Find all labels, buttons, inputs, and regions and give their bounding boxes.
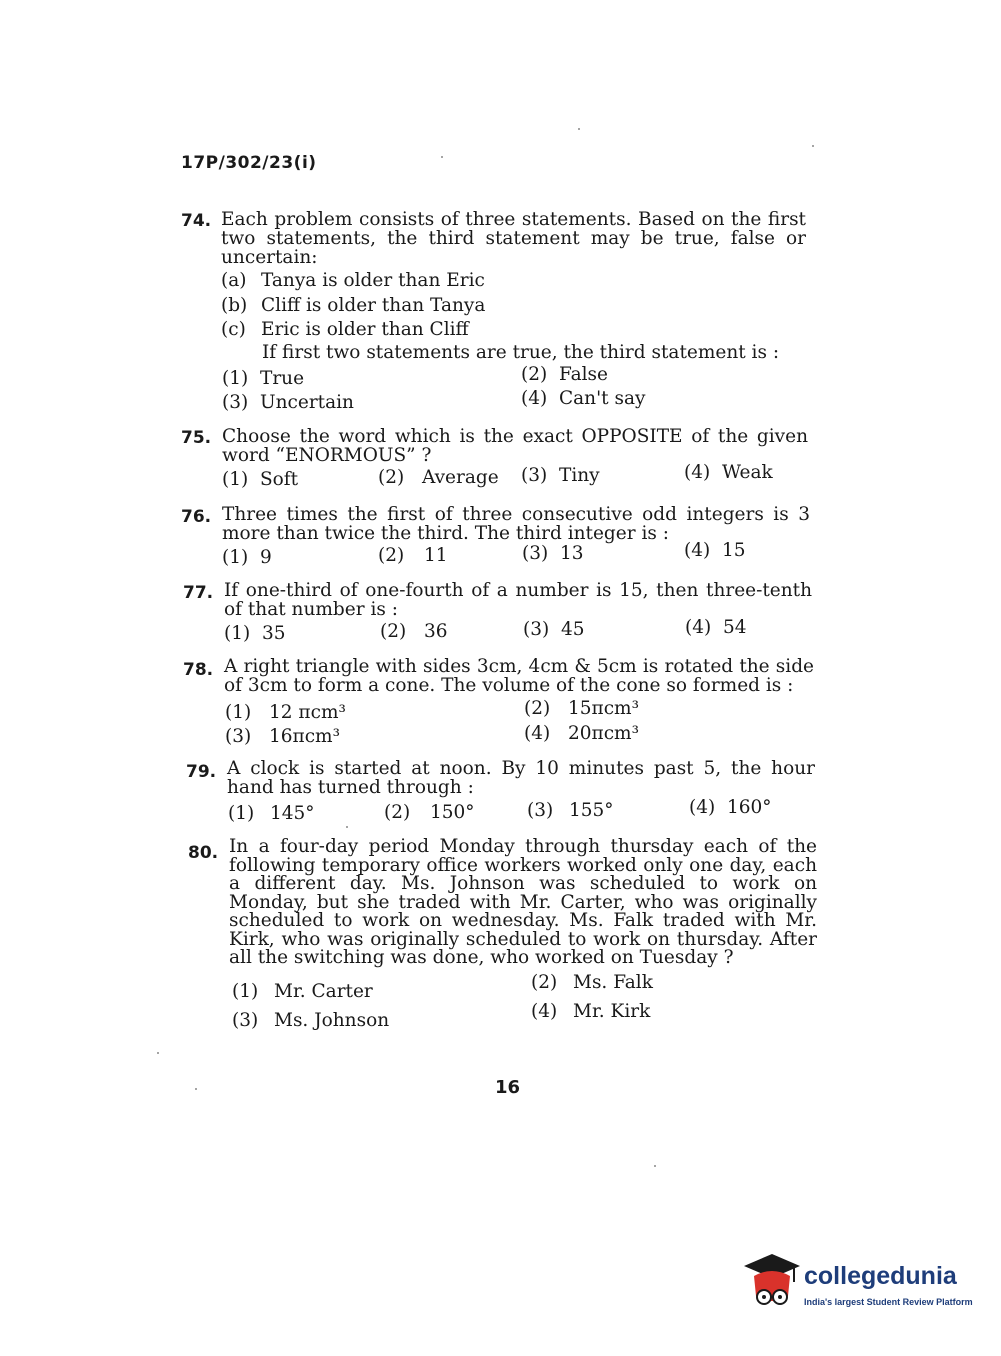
option-2: (2) 36 xyxy=(380,621,448,642)
option-2: (2) False xyxy=(521,364,608,385)
scan-speck xyxy=(578,128,580,130)
question-text: If one-third of one-fourth of a number is 15, then three-tenth of that number is : xyxy=(224,580,812,620)
question-number: 79. xyxy=(186,762,217,782)
statement-a: (a) Tanya is older than Eric xyxy=(221,270,485,291)
option-4: (4) 54 xyxy=(685,617,747,638)
question-text: A clock is started at noon. By 10 minutes past 5, the hour hand has turned through : xyxy=(227,758,815,798)
option-3: (3) 13 xyxy=(522,543,584,564)
scan-speck xyxy=(441,156,443,158)
option-3: (3) 16πcm³ xyxy=(225,726,341,747)
question-number: 77. xyxy=(183,583,214,603)
question-prompt: If first two statements are true, the third statement is : xyxy=(262,342,780,363)
option-2: (2) Average xyxy=(378,467,499,488)
question-text: Three times the first of three consecutive odd integers is 3 more than twice the third. The third integer is : xyxy=(222,504,810,544)
brand-name: collegedunia xyxy=(804,1262,957,1290)
option-2: (2) 150° xyxy=(384,802,475,823)
option-1: (1) 9 xyxy=(222,547,272,568)
option-4: (4) 15 xyxy=(684,540,746,561)
option-1: (1) True xyxy=(222,368,305,389)
statement-b: (b) Cliff is older than Tanya xyxy=(221,295,486,316)
brand-tagline: India's largest Student Review Platform xyxy=(804,1297,973,1307)
scan-speck xyxy=(195,1088,197,1090)
option-1: (1) 35 xyxy=(224,623,286,644)
scan-speck xyxy=(812,145,814,147)
collegedunia-watermark xyxy=(742,1252,972,1314)
scan-speck xyxy=(346,826,348,828)
scan-speck xyxy=(654,1165,656,1167)
option-4: (4) Weak xyxy=(684,462,773,483)
option-3: (3) 155° xyxy=(527,800,614,821)
question-number: 75. xyxy=(181,428,212,448)
paper-code: 17P/302/23(i) xyxy=(181,153,317,173)
option-2: (2) 15πcm³ xyxy=(524,698,640,719)
option-1: (1) 145° xyxy=(228,803,315,824)
option-4: (4) Mr. Kirk xyxy=(531,1001,651,1022)
option-1: (1) Mr. Carter xyxy=(232,981,373,1002)
option-3: (3) Ms. Johnson xyxy=(232,1010,390,1031)
question-text: Choose the word which is the exact OPPOSITE of the given word “ENORMOUS” ? xyxy=(222,426,808,466)
mascot-icon xyxy=(742,1252,802,1314)
question-text: In a four-day period Monday through thursday each of the following temporary office workers worked only one day, each a different day. Ms. Johnson was scheduled to work on Monday, but she traded with Mr. Carter, who was originally scheduled to work on wednesday. Ms. Falk traded with Mr. Kirk, who was originally scheduled to work on thursday. After all the switching was done, who worked on Tuesday ? xyxy=(229,836,817,968)
question-number: 76. xyxy=(181,507,212,527)
scan-speck xyxy=(157,1052,159,1054)
option-1: (1) Soft xyxy=(222,469,299,490)
question-text: Each problem consists of three statements. Based on the first two statements, the third statement may be true, false or uncertain: xyxy=(221,209,806,268)
option-1: (1) 12 πcm³ xyxy=(225,702,346,723)
page-number: 16 xyxy=(495,1077,521,1098)
option-3: (3) 45 xyxy=(523,619,585,640)
statement-c: (c) Eric is older than Cliff xyxy=(221,319,469,340)
option-3: (3) Tiny xyxy=(521,465,600,486)
question-number: 74. xyxy=(181,211,212,231)
option-3: (3) Uncertain xyxy=(222,392,354,413)
option-2: (2) 11 xyxy=(378,545,448,566)
option-4: (4) 160° xyxy=(689,797,772,818)
option-2: (2) Ms. Falk xyxy=(531,972,653,993)
option-4: (4) 20πcm³ xyxy=(524,723,640,744)
option-4: (4) Can't say xyxy=(521,388,646,409)
question-text: A right triangle with sides 3cm, 4cm & 5cm is rotated the side of 3cm to form a cone. The volume of the cone so formed is : xyxy=(224,656,814,696)
question-number: 80. xyxy=(188,843,219,863)
question-number: 78. xyxy=(183,660,214,680)
